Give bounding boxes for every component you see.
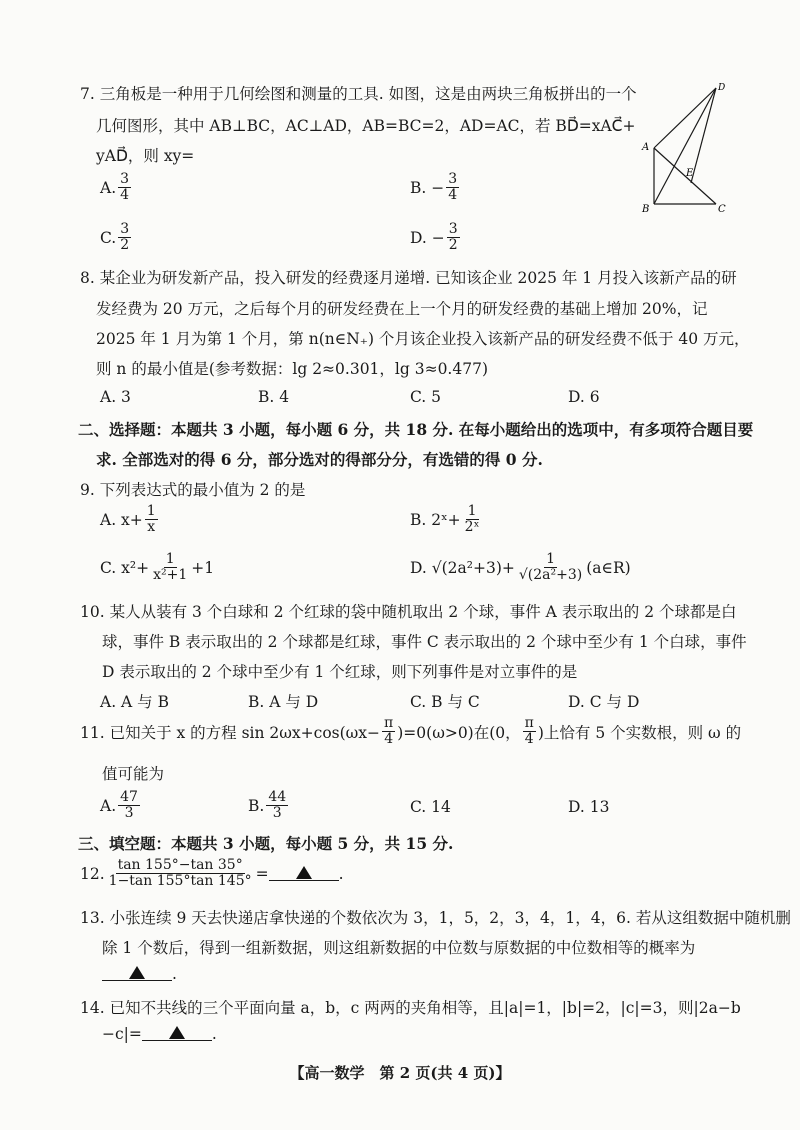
q14-line2: −c|= .: [102, 1024, 217, 1043]
section3-line1: 三、填空题：本题共 3 小题，每小题 5 分，共 15 分.: [78, 834, 454, 853]
q7-line1: 7. 三角板是一种用于几何绘图和测量的工具. 如图，这是由两块三角板拼出的一个: [80, 85, 637, 103]
q11-option-b: B. $\frac{44}{3}$: [248, 789, 287, 822]
q7-line3: yAD⃗，则 xy=: [96, 147, 195, 165]
q10-option-b: B. A 与 D: [248, 693, 319, 711]
answer-blank: [142, 1022, 212, 1041]
q12-line: 12. $\frac{\tan 155^\circ-\tan 35^\circ}{1-\tan 155^\circ\tan 145^\circ}$ = .: [80, 857, 344, 890]
q9-stem: 9. 下列表达式的最小值为 2 的是: [80, 481, 306, 499]
section2-line1: 二、选择题：本题共 3 小题，每小题 6 分，共 18 分. 在每小题给出的选项中，有多项符合题目要: [78, 420, 754, 439]
q7-option-d: D. − $\frac{3}{2}$: [410, 221, 458, 254]
q13-line3: .: [102, 964, 177, 983]
q8-line3: 2025 年 1 月为第 1 个月，第 n(n∈N₊) 个月该企业投入该新产品的研发经费不低于 40 万元，: [96, 330, 750, 348]
triangle-marker-icon: [296, 866, 312, 879]
label-d: D: [718, 83, 726, 93]
q8-option-c: C. 5: [410, 388, 442, 406]
label-b: B: [642, 204, 650, 215]
q11-option-a: A. $\frac{47}{3}$: [100, 789, 138, 822]
page-footer: 【高一数学 第 2 页(共 4 页)】: [289, 1064, 511, 1082]
q13-line2: 除 1 个数后，得到一组新数据，则这组新数据的中位数与原数据的中位数相等的概率为: [102, 939, 696, 957]
q8-line1: 8. 某企业为研发新产品，投入研发的经费逐月递增. 已知该企业 2025 年 1 月投入该新产品的研: [80, 269, 737, 287]
q8-line2: 发经费为 20 万元，之后每个月的研发经费在上一个月的研发经费的基础上增加 20%，记: [96, 300, 708, 318]
edge-ad: [654, 88, 716, 148]
q7-line2: 几何图形，其中 AB⊥BC，AC⊥AD，AB=BC=2，AD=AC，若 BD⃗=xAC⃗+: [96, 117, 636, 135]
q11-line2: 值可能为: [102, 765, 165, 783]
q10-option-d: D. C 与 D: [568, 693, 640, 711]
q7-option-c: C. $\frac{3}{2}$: [100, 221, 130, 254]
answer-blank: [102, 962, 172, 981]
edge-ac: [654, 148, 716, 204]
q11-option-d: D. 13: [568, 798, 610, 816]
answer-blank: [269, 862, 339, 881]
q9-option-b: B. 2ˣ+ $\frac{1}{\text{2ˣ}}$: [410, 503, 480, 536]
q11-option-c: C. 14: [410, 798, 451, 816]
q7-option-b: B. − $\frac{3}{4}$: [410, 171, 458, 204]
q9-option-d: D. √(2a²+3)+ $\frac{1}{\text{√(2a²+3)}}$ (a∈R): [410, 551, 631, 584]
q10-option-a: A. A 与 B: [100, 693, 169, 711]
triangle-marker-icon: [169, 1026, 185, 1039]
q11-line1: 11. 已知关于 x 的方程 sin 2ωx+cos(ωx− $\frac{\pi}{4}$ )=0(ω>0)在(0， $\frac{\pi}{4}$ )上恰有 5 个实数根，则 ω 的: [80, 715, 742, 748]
label-e: E: [686, 168, 694, 179]
q7-option-a: A. $\frac{3}{4}$: [100, 171, 130, 204]
section2-line2: 求. 全部选对的得 6 分，部分选对的得部分分，有选错的得 0 分.: [96, 450, 543, 469]
label-a: A: [642, 142, 650, 153]
q10-line1: 10. 某人从装有 3 个白球和 2 个红球的袋中随机取出 2 个球，事件 A 表示取出的 2 个球都是白: [80, 603, 737, 621]
q8-line4: 则 n 的最小值是(参考数据：lg 2≈0.301，lg 3≈0.477): [96, 360, 488, 378]
q10-line2: 球，事件 B 表示取出的 2 个球都是红球，事件 C 表示取出的 2 个球中至少有 1 个白球，事件: [102, 633, 747, 651]
q14-line1: 14. 已知不共线的三个平面向量 a，b，c 两两的夹角相等，且|a|=1，|b|=2，|c|=3，则|2a−b: [80, 999, 741, 1017]
q8-option-b: B. 4: [258, 388, 290, 406]
q8-option-a: A. 3: [100, 388, 131, 406]
q8-option-d: D. 6: [568, 388, 600, 406]
triangle-figure: [636, 80, 736, 220]
q13-line1: 13. 小张连续 9 天去快递店拿快递的个数依次为 3，1，5，2，3，4，1，4，6. 若从这组数据中随机删: [80, 909, 791, 927]
q9-option-a: A. x+ $\frac{1}{x}$: [100, 503, 156, 536]
q9-option-c: C. x²+ $\frac{1}{\text{x²+1}}$ +1: [100, 551, 215, 584]
triangle-marker-icon: [129, 966, 145, 979]
edge-de: [691, 88, 716, 183]
q10-line3: D 表示取出的 2 个球中至少有 1 个红球，则下列事件是对立事件的是: [102, 663, 578, 681]
edge-bd: [654, 88, 716, 204]
q10-option-c: C. B 与 C: [410, 693, 480, 711]
label-c: C: [718, 204, 726, 215]
